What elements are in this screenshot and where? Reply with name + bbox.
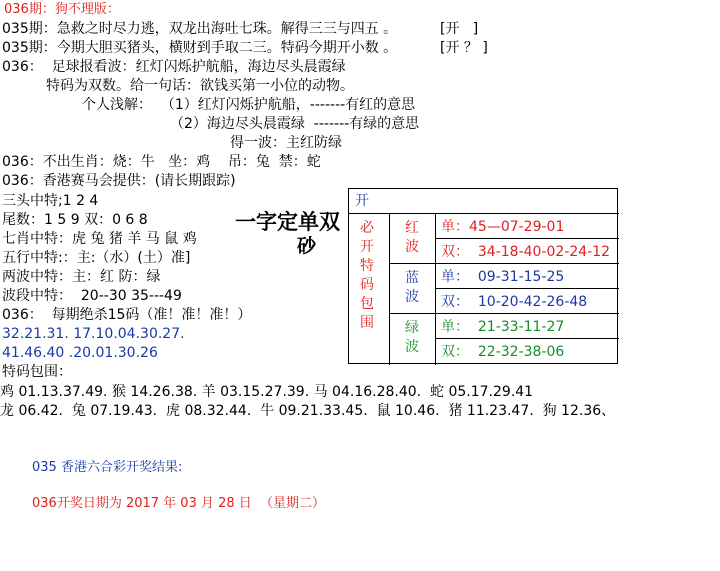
line-two-waves: 两波中特：主：红 防：绿 xyxy=(2,269,161,285)
blue-wave-label: 蓝波 xyxy=(405,270,419,305)
line-wave-result: 得一波：主红防绿 xyxy=(230,135,342,151)
table-side-label: 必开特码包围 xyxy=(360,220,374,331)
line-explain-1: 个人浅解： （1）红灯闪烁护航船，-------有红的意思 xyxy=(82,97,416,113)
line-035-b-tag: [开 ？ ] xyxy=(440,40,488,56)
line-zodiac-numbers-1: 鸡 01.13.37.49. 猴 14.26.38. 羊 03.15.27.39. 马 04.16.28.40. 蛇 05.17.29.41 xyxy=(0,384,534,400)
line-035-a-tag: [开 ] xyxy=(440,21,479,37)
green-wave-label: 绿波 xyxy=(405,320,419,355)
line-tail-numbers: 尾数：1 5 9 双：0 6 8 xyxy=(2,212,148,228)
line-draw-result: 035 香港六合彩开奖结果: xyxy=(32,460,183,475)
line-five-elements: 五行中特:：主:（水）(土）准] xyxy=(2,250,191,266)
line-035-a: 035期：急救之时尽力逃，双龙出海吐七珠。解得三三与四五 。 xyxy=(2,21,398,37)
table-open-label: 开 xyxy=(355,193,369,209)
slogan-sub: 砂 xyxy=(297,235,317,257)
red-even-numbers: 双： 34-18-40-02-24-12 xyxy=(441,244,611,260)
slogan-odd-even: 一字定单双 xyxy=(235,210,340,234)
line-kill-numbers-1: 32.21.31. 17.10.04.30.27. xyxy=(2,326,185,342)
red-wave-label: 红波 xyxy=(405,220,419,255)
line-no-zodiac: 036：不出生肖：烧：牛 坐：鸡 吊：兔 禁：蛇 xyxy=(2,154,321,170)
line-wave-range: 波段中特： 20--30 35---49 xyxy=(2,288,182,304)
line-kill-numbers-2: 41.46.40 .20.01.30.26 xyxy=(2,345,158,361)
special-code-table xyxy=(348,188,618,364)
line-035-b: 035期：今期大胆买猪头，横财到手取二三。特码今期开小数 。 xyxy=(2,40,398,56)
line-jockey-club: 036：香港赛马会提供：(请长期跟踪) xyxy=(2,173,236,189)
line-draw-date: 036开奖日期为 2017 年 03 月 28 日 （星期二） xyxy=(32,496,326,511)
line-036-football: 036： 足球报看波：红灯闪烁护航船，海边尽头晨霞绿 xyxy=(2,59,346,75)
blue-even-numbers: 双： 10-20-42-26-48 xyxy=(441,294,588,310)
line-seven-zodiac: 七肖中特：虎 兔 猪 羊 马 鼠 鸡 xyxy=(2,231,197,247)
line-special-code: 特码为双数。给一句话：欲钱买第一小位的动物。 xyxy=(46,78,354,94)
line-explain-2: （2）海边尽头晨霞绿 -------有绿的意思 xyxy=(170,116,420,132)
red-odd-numbers: 单：45—07-29-01 xyxy=(441,219,565,235)
line-zodiac-numbers-2: 龙 06.42. 兔 07.19.43. 虎 08.32.44. 牛 09.21.33.45. 鼠 10.46. 猪 11.23.47. 狗 12.36、 xyxy=(0,403,616,419)
line-special-surround: 特码包围： xyxy=(2,364,72,380)
green-odd-numbers: 单： 21-33-11-27 xyxy=(441,319,565,335)
header-title: 036期：狗不理版： xyxy=(4,2,120,17)
line-kill-15: 036： 每期绝杀15码（准！准！准！） xyxy=(2,307,252,323)
blue-odd-numbers: 单： 09-31-15-25 xyxy=(441,269,565,285)
green-even-numbers: 双： 22-32-38-06 xyxy=(441,344,565,360)
line-three-heads: 三头中特;1 2 4 xyxy=(2,193,99,209)
